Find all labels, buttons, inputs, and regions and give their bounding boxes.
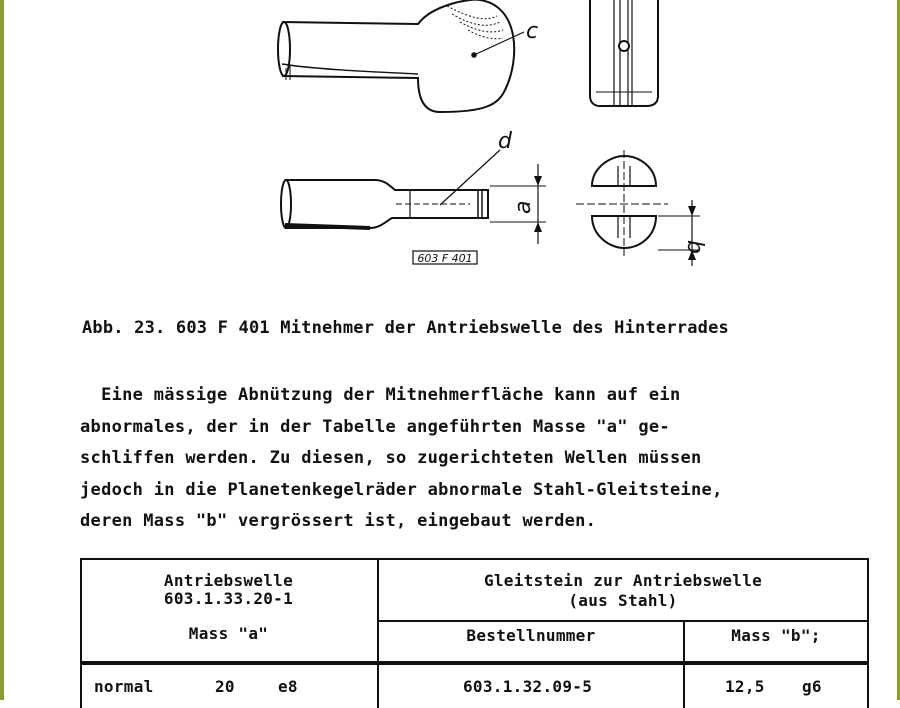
figure-caption: Abb. 23. 603 F 401 Mitnehmer der Antriebswelle des Hinterrades — [82, 318, 729, 338]
row-size: 20 — [215, 677, 235, 696]
col2-header-line2: (aus Stahl) — [568, 591, 678, 610]
label-c: c — [526, 19, 539, 44]
body-paragraph — [80, 380, 723, 538]
slider-stone-view — [576, 150, 700, 266]
row-type: normal — [94, 677, 154, 696]
dimension-table — [80, 558, 869, 708]
col1-header-line2: 603.1.33.20-1 — [163, 589, 294, 608]
label-a: a — [511, 200, 536, 214]
paragraph-line: abnormales, der in der Tabelle angeführten Masse "a" ge- — [80, 416, 670, 437]
row-fit: e8 — [278, 677, 298, 696]
col2-subheader: Bestellnummer — [466, 626, 596, 645]
label-d: d — [498, 129, 512, 154]
part-stamp: 603 F 401 — [417, 252, 473, 265]
col3-subheader: Mass "b"; — [731, 626, 821, 645]
shaft-spade-view — [278, 0, 524, 112]
paragraph-line: schliffen werden. Zu diesen, so zugerichteten Wellen müssen — [80, 448, 702, 468]
table-border-top — [80, 558, 869, 560]
table-header-rule — [80, 661, 869, 665]
paragraph-line: Eine mässige Abnützung der Mitnehmerfläche kann auf ein — [80, 385, 681, 405]
table-border-right — [867, 558, 869, 708]
shaft-profile-view — [281, 150, 546, 244]
row-mass-b: 12,5 — [725, 677, 765, 696]
col1-header-line1: Antriebswelle — [163, 571, 294, 590]
col1-subheader: Mass "a" — [188, 624, 269, 643]
row-mass-b-fit: g6 — [802, 677, 822, 696]
paragraph-line: jedoch in die Planetenkegelräder abnormale Stahl-Gleitsteine, — [80, 479, 723, 500]
row-order-number: 603.1.32.09-5 — [463, 677, 593, 696]
label-b: b — [682, 240, 707, 254]
col2-header-line1: Gleitstein zur Antriebswelle — [483, 571, 763, 590]
shaft-side-view — [590, 0, 658, 106]
paragraph-line: deren Mass "b" vergrössert ist, eingebaut werden. — [80, 511, 597, 531]
technical-drawing — [0, 0, 900, 290]
table-subheader-rule — [377, 620, 869, 622]
